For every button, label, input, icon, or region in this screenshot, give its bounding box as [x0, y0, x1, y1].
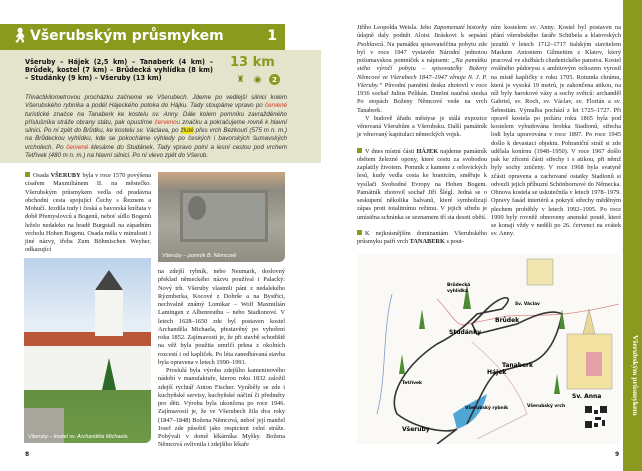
- text: K nejkrásnějším dominantám Všerubského průsmyku patří vrch: [357, 229, 487, 245]
- route-stops: Všeruby – Hájek (2,5 km) – Tanaberk (4 km) – Brůdek, kostel (7 km) – Brůdecká vyhlídka (8 km) – Studánky (9 km) – Všeruby (13 km): [25, 58, 213, 82]
- church-anna-window: [586, 352, 602, 376]
- text: byla v roce 1570 povýšena císařem Maxmiliánem II. na městečko. Všerubským průsmykem vedla od pradávna obchodní cesta spojující Čechy s Řeznem a Mohučí. Jezdila tudy i česká a bavorská knížata v době Přemyslovců a Bogenů, neboť sídlo Bogenů leželo nedaleko na hradě Burgstall na západním vrcholu Hohen Bogenu. Osada měla v minulosti i jiné názvy, třeba Zum Böhmischen Weyher, odkazující: [25, 172, 152, 254]
- map-label: Všerubský vrch: [527, 404, 566, 409]
- paragraph: na zdejší rybník, nebo Neumark, doslovný překlad německého názvu používal i Palacký: Nový trh. Všeruby vlastnili páni z nedalekého Rýzmberka, Kocové z Dobrše a na Bystřici, nechvalně známý Lomikar – Wolf Maxmilián Lamingen z Albenreuthu – nebo Stadionové. V letech 1628–1650 zde byl postaven kostel Archanděla Michaela, přestavěný po vyhoření roku 1852. Zajímavostí je, že při stavbě schodiště na věž byla použita umrlčí prkna z okolních rozcestí i od kapliček. Po léta zanedbávaná stavba byla opravena v letech 1990–1991.: [158, 268, 285, 366]
- page-number: 8: [25, 451, 30, 458]
- right-page: [321, 0, 642, 471]
- church-brudek-drawing: [527, 259, 553, 285]
- map-label: vyhlídka: [447, 289, 468, 294]
- photo-church: [24, 258, 151, 443]
- text: údajně daly podnět Aloisi Jiráskovi k sepsání: [357, 32, 487, 40]
- church-anna-dome: [583, 309, 595, 334]
- stream: [377, 294, 392, 414]
- tower-icon: ♜: [236, 74, 245, 84]
- paragraph: V budově úřadu městyse je stálá expozice věnovaná Všerubům a Všerubsku. Další památník je věnovaný kapitulaci německých vojsk.: [357, 114, 487, 139]
- inscription: „Na památku stého výročí pobytu – spisovatelky Boženy Němcové ve Všerubech 1847–1947 věnuje N. J. P. Všeruby.“: [357, 57, 487, 89]
- hiking-person-icon: 🚶︎: [11, 28, 29, 44]
- route-description: [25, 94, 287, 160]
- map-label: Brůdek: [495, 317, 520, 324]
- place-name: HÁJEK: [416, 147, 439, 155]
- intro-text: značku a pokračujeme rovně k hlavní silnici. Po ní zpět do Brůdku, ke kostelu sv. Václava, po: [25, 118, 287, 135]
- bullet-square-icon: [25, 172, 30, 177]
- map-label: Hájek: [487, 369, 507, 376]
- map-label: Tanaberk: [502, 362, 534, 369]
- red-mark: červené: [264, 102, 287, 110]
- route-icons: [235, 74, 280, 85]
- text-column-3: [357, 24, 487, 246]
- side-tab-label: Všerubským průsmykem: [631, 335, 640, 416]
- paragraph: ním kostelem sv. Anny. Kostel byl postaven na přání všerubského faráře Schübela a klatovských jezuitů v letech 1712–1717 italským stavitelem Markem Antoniem Gilmettim z Klatov, který pracoval ve službách chudenického panstva. Kostel oválného půdorysu s ambitovým ochozem vyrostl na místě kapličky z roku 1705. Rotunda chrámu, která je vysoká 19 metrů, je zakončena atikou, na níž byly barokové vázy a sochy světců: archanděl Gabriel, sv. Roch, sv. Václav, sv. Florián a sv. Šebestián. Výmalba pochází z let 1725–1727. Při opravě kostela po požáru roku 1865 byla pod kostelem vybudována hrobka Stadionů, střecha lodi byla upravována v roce 1897. Po roce 1945 došlo k devastaci objektu. Pohraniční stráž si zde udělala konírnu (1948–1950). V roce 1967 došlo pak ke zřícení části střechy i s atikou, při němž byly sochy zničeny. V roce 1968 byla svatyně zčásti opravena a zachované ostatky Stadionů si odvezli jejich příbuzní Schönbornové do Německa. Obnova kostela se uskutečnila v letech 1978–1979. Opravy fasád interiérů a pokrytí střechy měděným plechem proběhly v letech 1992–1995. Po roce 1990 byly rovněž obnoveny anenské poutě, které se konají vždy v neděli po 26. červenci na svátek sv. Anny.: [491, 24, 621, 238]
- yellow-mark: žluté: [180, 127, 194, 135]
- paragraph: [357, 148, 487, 222]
- pond: [453, 394, 487, 429]
- route-header: [0, 24, 285, 50]
- church-tower: [95, 288, 123, 336]
- red-mark: červené: [66, 143, 89, 151]
- text: . Na památku spisovatelčina pobytu zde byl v roce 1947 vystavěn Národní jednotou pošumavskou pomníček s nápisem:: [357, 40, 487, 64]
- tower-spire: [95, 270, 123, 290]
- text: s pout-: [444, 238, 464, 245]
- bullet-square-icon: [357, 148, 362, 153]
- route-title: Všerubským průsmykem: [30, 28, 224, 44]
- text: Jiřího Leopolda Weisla. Jeho: [357, 24, 434, 31]
- place-name: TANABERK: [409, 238, 445, 245]
- route-info-box: [0, 50, 321, 163]
- map-label: Sv. Václav: [515, 302, 540, 307]
- photo-memorial: [158, 172, 285, 262]
- map-label: Brůdecká: [447, 283, 471, 288]
- text: Osada: [33, 172, 51, 179]
- text-column-1: [25, 172, 151, 255]
- chapter-side-tab: [623, 0, 642, 471]
- portrait-relief: [188, 196, 206, 220]
- route-distance: 13 km: [230, 55, 275, 70]
- paragraph: [357, 230, 487, 247]
- road: [472, 342, 527, 439]
- church-wall: [24, 346, 151, 390]
- map-label: Studánky: [449, 329, 481, 336]
- text-column-2: [158, 268, 285, 450]
- difficulty-2-icon: 2: [269, 74, 280, 85]
- route-number: 1: [267, 28, 277, 44]
- qr-code-icon: [585, 406, 607, 428]
- text: Původní pamětní desku zhotovil v roce 1936 sochař Julius Pelikán. Dnešní naučná stezka Po stopách Boženy Němcové vede na vrch Tanaberk.: [357, 81, 487, 114]
- text-column-4: [491, 24, 621, 239]
- place-name: VŠERUBY: [50, 172, 81, 179]
- route-map: [357, 254, 619, 444]
- photo-caption: Všeruby – kostel sv. Archanděla Michaela: [28, 434, 128, 440]
- book-title: Zapomenuté historky: [433, 24, 487, 31]
- paragraph: [357, 24, 487, 115]
- map-label: Všerubský rybník: [465, 406, 509, 411]
- page-number: 9: [615, 451, 620, 458]
- map-drawing: [357, 254, 619, 444]
- trees: [399, 284, 565, 394]
- photo-caption: Všeruby – pomník B. Němcové: [162, 253, 237, 259]
- map-label: Sv. Anna: [572, 393, 602, 400]
- intro-text: přes vrch Bezkoutí (575 m n. m.) na Brůdeckou vyhlídku, kde se pokocháme výhledy po českých i bavorských šumavských vrcholech. Po: [25, 127, 287, 151]
- book-title: Psohlavců: [357, 40, 384, 48]
- intro-text: klesáme do Studánek. Tady vpravo polní a lesní cestou pod vrchem Tetřívek (480 m n. m.) na hlavní silnici. Po ní vlevo zpět do Všerub.: [25, 143, 287, 160]
- eye-icon: ◉: [253, 74, 262, 84]
- bullet-square-icon: [357, 230, 362, 235]
- paragraph: Proslulá byla výroba zdejšího kameninového nádobí v manufaktuře, kterou roku 1832 založil zdejší rychtář Anton Fischer. Vyráběly se zde i kuchyňské servisy, kuchyňské náčiní či předměty pro děti. Výroba byla ukončena po roce 1946. Zajímavostí je, že ve Všerubech žila dva roky (1847–1848) Božena Němcová, neboť její manžel Josef zde působil jako respicient celní stráže. Pobývali v domě lékárníka Myšky. Božena Němcová ovlivnila i zdejšího lékaře: [158, 367, 285, 449]
- text: najdeme památník obětem železné opony, které cestu za svobodou zaplatily životem. Pomník z kamene z orlovických lesů, kudy vedla cesta ke hranicím, směřuje k vysílači Svobodné Evropy na Hohen Bogem. Památník zhotovil sochař Jiří Šlégl. Jedná se o seskupení několika balvanů, které symbolizují zápas proti totalitnímu režimu. V jejich středu je umístěna schránka se seznamem tří sta deseti obětí.: [357, 147, 487, 221]
- intro-text: Třináctikilometrovou procházku začneme ve Všerubech. Jdeme po vedlejší silnici kolem Všerubského rybníka a podél Hájeckého potoka do Hájku. Tady stoupáme vpravo po: [25, 94, 287, 110]
- red-mark: červenou: [154, 118, 181, 126]
- map-label: Všeruby: [402, 426, 430, 433]
- route-line: [394, 298, 562, 444]
- map-label: Tetřívek: [402, 381, 422, 386]
- text: V dnes místní části: [365, 147, 417, 155]
- intro-text: turistické značce na Tanaberk ke kostelu sv. Anny. Dále kolem pomníku zavražděného příslušníka stráže obrany státu, pak opustíme: [25, 110, 287, 126]
